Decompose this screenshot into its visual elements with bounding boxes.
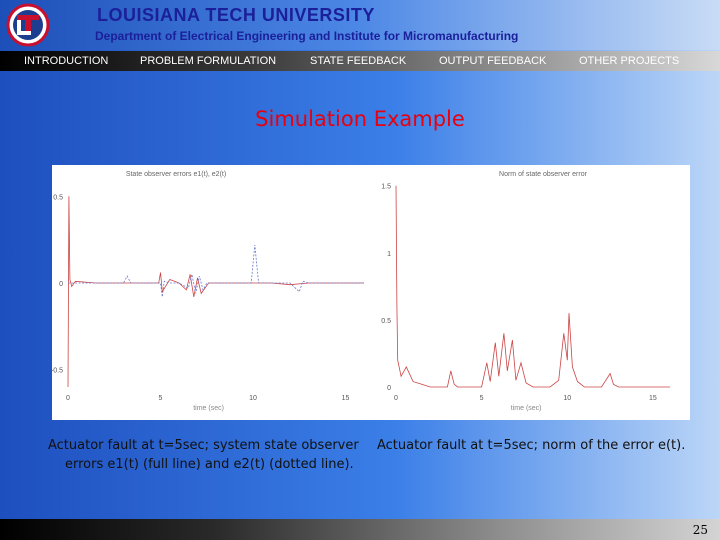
y-tick-label: 1 — [387, 250, 391, 258]
x-axis-label: time (sec) — [193, 405, 224, 412]
series-line-e2 — [68, 245, 364, 297]
header-banner — [0, 0, 720, 50]
x-tick-label: 10 — [563, 395, 572, 402]
y-tick-label: 1.5 — [381, 183, 391, 191]
x-tick-label: 5 — [479, 395, 484, 402]
page-number: 25 — [692, 523, 708, 537]
nav-item-problem-formulation[interactable]: PROBLEM FORMULATION — [140, 55, 277, 67]
left-caption — [48, 436, 378, 474]
y-tick-label: 0 — [59, 281, 63, 288]
x-tick-label: 0 — [66, 395, 70, 402]
y-tick-label: 0.5 — [53, 194, 63, 202]
chart-title: State observer errors e1(t), e2(t) — [125, 171, 227, 178]
y-tick-label: 0 — [387, 385, 391, 392]
x-tick-label: 15 — [341, 395, 350, 402]
nav-item-state-feedback[interactable]: STATE FEEDBACK — [310, 55, 407, 67]
university-title: LOUISIANA TECH UNIVERSITY — [97, 5, 375, 25]
left-caption-line1: Actuator fault at t=5sec; system state observer — [48, 438, 359, 453]
x-tick-label: 0 — [394, 395, 398, 402]
nav-item-other-projects[interactable]: OTHER PROJECTS — [579, 55, 680, 67]
x-axis-label: time (sec) — [510, 405, 542, 412]
chart-title: Norm of state observer error — [499, 171, 587, 178]
right-caption: Actuator fault at t=5sec; norm of the error e(t). — [377, 438, 686, 453]
department-subtitle: Department of Electrical Engineering and Institute for Micromanufacturing — [95, 29, 519, 43]
x-tick-label: 10 — [249, 395, 257, 402]
nav-item-introduction[interactable]: INTRODUCTION — [24, 55, 109, 67]
x-tick-label: 5 — [158, 395, 163, 402]
nav-item-output-feedback[interactable]: OUTPUT FEEDBACK — [439, 55, 547, 67]
simulation-plots — [52, 165, 690, 420]
simulation-figure — [52, 165, 690, 420]
y-tick-label: 0.5 — [381, 317, 391, 325]
x-tick-label: 15 — [648, 395, 657, 402]
y-tick-label: -0.5 — [52, 367, 63, 375]
series-line-norm — [396, 186, 670, 387]
left-caption-line2: errors e1(t) (full line) and e2(t) (dotted line). — [65, 457, 354, 472]
university-logo-icon — [6, 3, 50, 47]
slide-title: Simulation Example — [255, 107, 465, 131]
nav-bar — [0, 51, 720, 71]
footer-bar — [0, 519, 720, 540]
series-line-e1 — [68, 196, 364, 387]
